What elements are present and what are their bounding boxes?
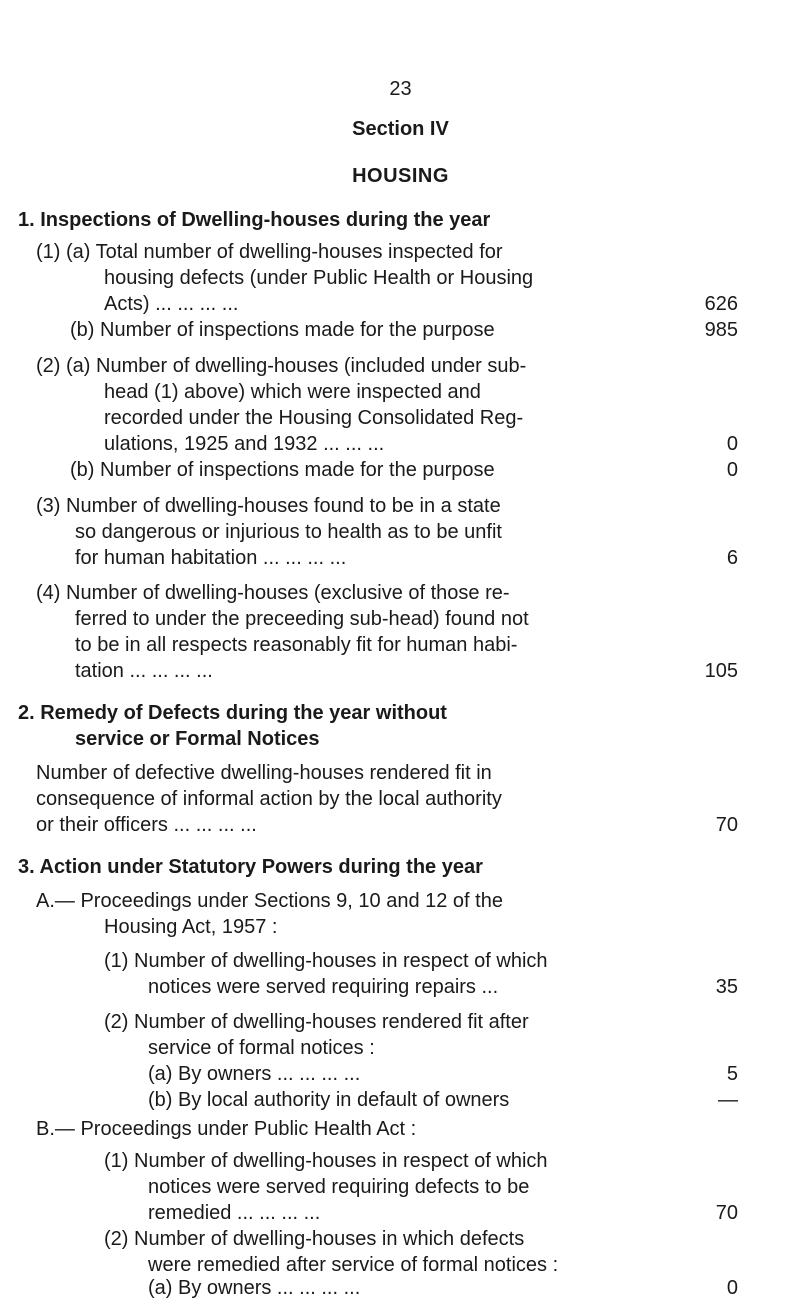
- s1-line: recorded under the Housing Consolidated Reg-: [104, 407, 524, 429]
- s2-line: Number of defective dwelling-houses rendered fit in: [36, 762, 492, 784]
- s1-value: 0: [726, 459, 738, 481]
- s2-heading: service or Formal Notices: [75, 728, 320, 750]
- s3-line: (b) By local authority in default of owners: [148, 1089, 510, 1111]
- s3-line: (2) Number of dwelling-houses rendered fit after: [104, 1011, 529, 1033]
- s1-line: housing defects (under Public Health or Housing: [104, 267, 534, 289]
- s3-value: 5: [726, 1063, 738, 1085]
- s1-line: to be in all respects reasonably fit for human habi-: [75, 634, 518, 656]
- s2-line: consequence of informal action by the local authority: [36, 788, 502, 810]
- s3-line: A.— Proceedings under Sections 9, 10 and 12 of the: [36, 890, 503, 912]
- s3-line: remedied ... ... ... ...: [148, 1202, 321, 1224]
- section-title: Section IV: [352, 118, 449, 140]
- s1-line: so dangerous or injurious to health as to be unfit: [75, 521, 502, 543]
- s3-line: Housing Act, 1957 :: [104, 916, 278, 938]
- s3-line: (a) By owners ... ... ... ...: [148, 1277, 361, 1299]
- s1-value: 105: [704, 660, 738, 682]
- s1-line: (1) (a) Total number of dwelling-houses inspected for: [36, 241, 503, 263]
- s1-line: (3) Number of dwelling-houses found to be in a state: [36, 495, 501, 517]
- s3-line: (2) Number of dwelling-houses in which defects: [104, 1228, 525, 1250]
- s1-heading: 1. Inspections of Dwelling-houses during the year: [18, 209, 491, 231]
- s3-line: (a) By owners ... ... ... ...: [148, 1063, 361, 1085]
- s3-value: 0: [726, 1277, 738, 1299]
- s2-heading: 2. Remedy of Defects during the year without: [18, 702, 447, 724]
- s1-line: (b) Number of inspections made for the purpose: [70, 459, 495, 481]
- s3-heading: 3. Action under Statutory Powers during the year: [18, 856, 483, 878]
- s1-line: (4) Number of dwelling-houses (exclusive of those re-: [36, 582, 510, 604]
- housing-title: HOUSING: [352, 165, 449, 187]
- s3-line: service of formal notices :: [148, 1037, 375, 1059]
- s1-line: (2) (a) Number of dwelling-houses (included under sub-: [36, 355, 527, 377]
- s3-line: (1) Number of dwelling-houses in respect of which: [104, 1150, 548, 1172]
- s1-line: ferred to under the preceeding sub-head) found not: [75, 608, 529, 630]
- s3-value: 70: [715, 1202, 738, 1224]
- s3-line: were remedied after service of formal notices :: [148, 1254, 559, 1276]
- s1-line: Acts) ... ... ... ...: [104, 293, 239, 315]
- s1-value: 985: [704, 319, 738, 341]
- s1-line: for human habitation ... ... ... ...: [75, 547, 347, 569]
- s1-line: head (1) above) which were inspected and: [104, 381, 481, 403]
- s1-line: tation ... ... ... ...: [75, 660, 213, 682]
- s3-value: —: [718, 1089, 738, 1111]
- s3-line: (1) Number of dwelling-houses in respect of which: [104, 950, 548, 972]
- s3-line: notices were served requiring repairs ...: [148, 976, 499, 998]
- s3-value: 35: [715, 976, 738, 998]
- s1-value: 6: [726, 547, 738, 569]
- s1-line: (b) Number of inspections made for the purpose: [70, 319, 495, 341]
- s2-line: or their officers ... ... ... ...: [36, 814, 257, 836]
- s1-value: 0: [726, 433, 738, 455]
- s1-line: ulations, 1925 and 1932 ... ... ...: [104, 433, 385, 455]
- s2-value: 70: [715, 814, 738, 836]
- s1-value: 626: [704, 293, 738, 315]
- s3-line: B.— Proceedings under Public Health Act :: [36, 1118, 417, 1140]
- s3-line: notices were served requiring defects to be: [148, 1176, 530, 1198]
- page-number: 23: [389, 78, 412, 100]
